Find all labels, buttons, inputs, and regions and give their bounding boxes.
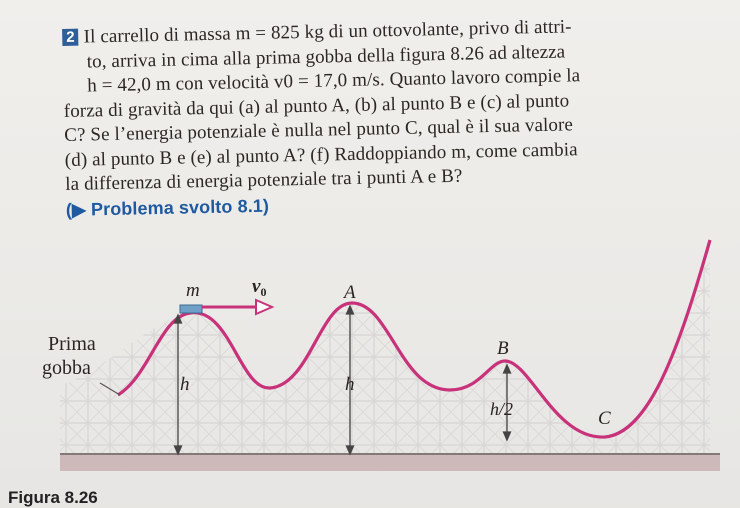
label-height-half: h/2 xyxy=(490,399,514,419)
problem-line-3: h = 42,0 m con velocità v0 = 17,0 m/s. Quanto lavoro compie la xyxy=(87,65,581,97)
ground-strip xyxy=(60,453,720,471)
label-height-middle: h xyxy=(345,374,355,395)
label-point-c: C xyxy=(598,408,611,429)
label-height-left: h xyxy=(180,374,190,395)
problem-line-7: la differenza di energia potenziale tra i punti A e B? xyxy=(65,165,463,195)
label-mass: m xyxy=(186,280,200,301)
cart xyxy=(180,305,202,313)
solved-problem-reference: (▶ Problema svolto 8.1) xyxy=(65,195,270,220)
problem-number-badge: 2 xyxy=(62,29,79,46)
label-point-a: A xyxy=(344,282,356,303)
problem-line-4: forza di gravità da qui (a) al punto A, (b) al punto B e (c) al punto xyxy=(63,89,570,122)
roller-coaster-figure xyxy=(0,225,740,485)
problem-text xyxy=(62,12,716,222)
label-first-hump-line1: Prima xyxy=(48,333,96,355)
velocity-arrow xyxy=(202,300,272,314)
label-velocity: $v_0$ xyxy=(252,276,267,299)
problem-line-6: (d) al punto B e (e) al punto A? (f) Raddoppiando m, come cambia xyxy=(64,138,578,171)
figure-caption: Figura 8.26 xyxy=(8,488,98,507)
label-point-b: B xyxy=(497,338,509,359)
problem-line-5: C? Se l’energia potenziale è nulla nel punto C, qual è il sua valore xyxy=(64,114,574,146)
problem-line-1: 2 Il carrello di massa m = 825 kg di un ottovolante, privo di attri- xyxy=(62,12,712,50)
problem-line-2: to, arriva in cima alla prima gobba della figura 8.26 ad altezza xyxy=(86,40,566,72)
label-first-hump-line2: gobba xyxy=(42,357,91,379)
